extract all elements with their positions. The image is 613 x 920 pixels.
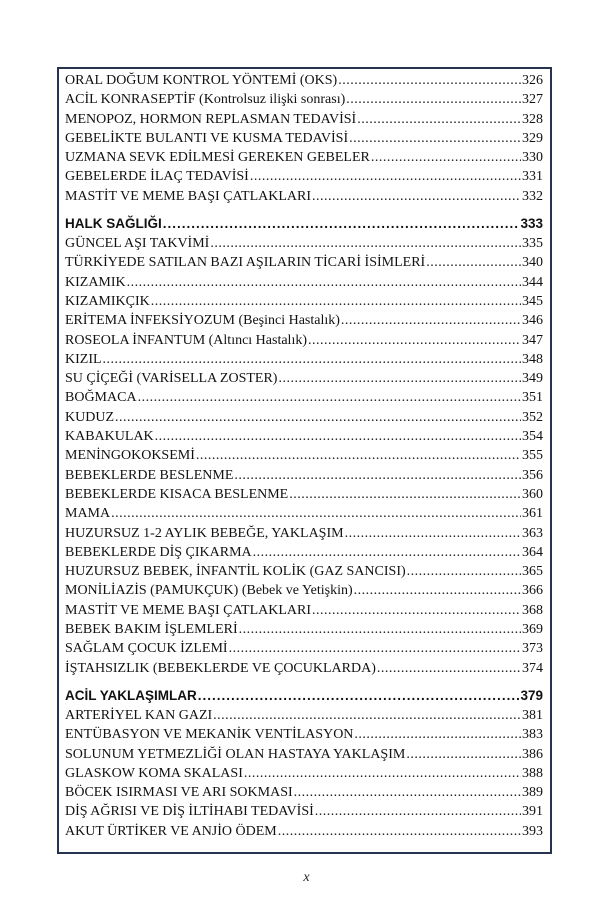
toc-entry-title: BEBEKLERDE DİŞ ÇIKARMA [65, 544, 252, 560]
dot-leader [239, 622, 521, 638]
dot-leader [407, 564, 521, 580]
toc-entry-page: 381 [522, 707, 543, 723]
toc-entry-page: 369 [522, 622, 543, 638]
toc-entry-page: 326 [522, 73, 543, 88]
toc-entries [65, 73, 543, 843]
toc-entry-page: 327 [522, 92, 543, 108]
toc-entry[interactable] [65, 766, 543, 785]
toc-entry-page: 352 [522, 409, 543, 425]
toc-entry-title: BEBEKLERDE KISACA BESLENME [65, 486, 289, 502]
dot-leader [115, 410, 521, 426]
toc-entry[interactable] [65, 487, 543, 506]
toc-section-heading[interactable] [65, 688, 543, 708]
toc-entry-page: 355 [522, 448, 543, 464]
toc-entry-page: 391 [522, 804, 543, 820]
toc-entry-title: KIZAMIKÇIK [65, 293, 150, 309]
toc-entry[interactable] [65, 410, 543, 429]
toc-entry-title: MENOPOZ, HORMON REPLASMAN TEDAVİSİ [65, 111, 357, 127]
toc-entry[interactable] [65, 747, 543, 766]
toc-entry-page: 332 [522, 188, 543, 204]
toc-entry-page: 379 [520, 687, 543, 703]
toc-entry[interactable] [65, 131, 543, 150]
toc-entry[interactable] [65, 236, 543, 255]
dot-leader [294, 785, 521, 801]
toc-entry-title: HALK SAĞLIĞI [65, 216, 162, 232]
toc-entry-title: ARTERİYEL KAN GAZI [65, 707, 213, 723]
toc-entry-title: ERİTEMA İNFEKSİYOZUM (Beşinci Hastalık) [65, 313, 340, 329]
toc-entry[interactable] [65, 506, 543, 525]
dot-leader [354, 583, 521, 599]
dot-leader [234, 468, 521, 484]
dot-leader [315, 804, 521, 820]
toc-entry-title: GEBELERDE İLAÇ TEDAVİSİ [65, 169, 249, 185]
toc-entry-page: 349 [522, 371, 543, 387]
toc-entry-page: 330 [522, 150, 543, 166]
toc-entry-page: 347 [522, 332, 543, 348]
toc-entry-title: DİŞ AĞRISI VE DİŞ İLTİHABI TEDAVİSİ [65, 804, 314, 820]
toc-entry-page: 348 [522, 351, 543, 367]
toc-entry-title: HUZURSUZ 1-2 AYLIK BEBEĞE, YAKLAŞIM [65, 525, 344, 541]
toc-entry-title: ROSEOLA İNFANTUM (Altıncı Hastalık) [65, 332, 307, 348]
dot-leader [210, 236, 521, 252]
dot-leader [426, 255, 521, 271]
toc-entry-page: 366 [522, 583, 543, 599]
toc-entry[interactable] [65, 189, 543, 208]
toc-entry-page: 360 [522, 486, 543, 502]
dot-leader [198, 688, 520, 703]
toc-entry[interactable] [65, 583, 543, 602]
toc-entry-title: GEBELİKTE BULANTI VE KUSMA TEDAVİSİ [65, 130, 349, 146]
toc-entry-title: ENTÜBASYON VE MEKANİK VENTİLASYON [65, 727, 354, 743]
dot-leader [338, 73, 521, 89]
dot-leader [289, 487, 521, 503]
toc-entry-title: ACİL KONRASEPTİF (Kontrolsuz ilişki sonrası) [65, 92, 346, 108]
dot-leader [229, 641, 521, 657]
toc-entry[interactable] [65, 448, 543, 467]
dot-leader [155, 429, 521, 445]
toc-entry[interactable] [65, 785, 543, 804]
toc-entry[interactable] [65, 313, 543, 332]
toc-entry-title: SOLUNUM YETMEZLİĞİ OLAN HASTAYA YAKLAŞIM [65, 746, 406, 762]
dot-leader [278, 371, 521, 387]
dot-leader [253, 545, 521, 561]
toc-entry-page: 389 [522, 785, 543, 801]
dot-leader [312, 189, 521, 205]
toc-entry[interactable] [65, 333, 543, 352]
dot-leader [213, 708, 521, 724]
toc-entry[interactable] [65, 603, 543, 622]
toc-entry-page: 346 [522, 313, 543, 329]
toc-entry[interactable] [65, 468, 543, 487]
table-of-contents-box [57, 67, 552, 854]
toc-entry-title: KUDUZ [65, 409, 114, 425]
toc-entry[interactable] [65, 727, 543, 746]
toc-entry-page: 345 [522, 293, 543, 309]
toc-entry[interactable] [65, 255, 543, 274]
toc-entry-title: SU ÇİÇEĞİ (VARİSELLA ZOSTER) [65, 371, 278, 387]
toc-entry-page: 374 [522, 660, 543, 676]
dot-leader [357, 112, 521, 128]
dot-leader [196, 448, 521, 464]
toc-entry[interactable] [65, 622, 543, 641]
toc-entry-page: 356 [522, 467, 543, 483]
toc-entry-title: KIZAMIK [65, 274, 126, 290]
toc-entry-title: UZMANA SEVK EDİLMESİ GEREKEN GEBELER [65, 150, 370, 166]
toc-entry-page: 333 [520, 216, 543, 232]
toc-entry-page: 335 [522, 236, 543, 252]
toc-entry-page: 344 [522, 274, 543, 290]
toc-entry[interactable] [65, 371, 543, 390]
toc-entry-page: 328 [522, 111, 543, 127]
toc-entry[interactable] [65, 545, 543, 564]
toc-entry[interactable] [65, 92, 543, 111]
toc-entry-title: ACİL YAKLAŞIMLAR [65, 687, 197, 703]
toc-entry[interactable] [65, 112, 543, 131]
toc-entry-title: ORAL DOĞUM KONTROL YÖNTEMİ (OKS) [65, 73, 338, 88]
toc-entry-page: 365 [522, 564, 543, 580]
toc-entry[interactable] [65, 708, 543, 727]
toc-entry-page: 351 [522, 390, 543, 406]
dot-leader [349, 131, 521, 147]
page-number: x [303, 870, 310, 885]
dot-leader [346, 92, 521, 108]
toc-entry[interactable] [65, 526, 543, 545]
dot-leader [377, 661, 521, 677]
dot-leader [103, 352, 521, 368]
toc-entry[interactable] [65, 661, 543, 680]
toc-entry-title: HUZURSUZ BEBEK, İNFANTİL KOLİK (GAZ SANCISI) [65, 564, 406, 580]
toc-entry[interactable] [65, 275, 543, 294]
dot-leader [138, 390, 521, 406]
toc-entry-title: BEBEKLERDE BESLENME [65, 467, 234, 483]
toc-entry-title: İŞTAHSIZLIK (BEBEKLERDE VE ÇOCUKLARDA) [65, 660, 376, 676]
toc-entry-title: GÜNCEL AŞI TAKVİMİ [65, 236, 210, 252]
toc-entry[interactable] [65, 352, 543, 371]
dot-leader [163, 216, 520, 231]
toc-entry-page: 368 [522, 602, 543, 618]
dot-leader [371, 150, 521, 166]
toc-entry-page: 393 [522, 823, 543, 839]
dot-leader [345, 526, 521, 542]
toc-entry-page: 373 [522, 641, 543, 657]
toc-entry-title: GLASKOW KOMA SKALASI [65, 765, 243, 781]
toc-entry-page: 331 [522, 169, 543, 185]
dot-leader [308, 333, 521, 349]
toc-section-heading[interactable] [65, 216, 543, 236]
dot-leader [151, 294, 521, 310]
toc-entry-title: MENİNGOKOKSEMİ [65, 448, 195, 464]
toc-entry-title: BEBEK BAKIM İŞLEMLERİ [65, 622, 238, 638]
dot-leader [127, 275, 521, 291]
dot-leader [244, 766, 521, 782]
toc-entry[interactable] [65, 294, 543, 313]
toc-entry-page: 329 [522, 130, 543, 146]
dot-leader [278, 824, 521, 840]
toc-entry-title: BOĞMACA [65, 390, 137, 406]
toc-entry[interactable] [65, 150, 543, 169]
toc-entry[interactable] [65, 429, 543, 448]
toc-entry-page: 363 [522, 525, 543, 541]
toc-entry-title: BÖCEK ISIRMASI VE ARI SOKMASI [65, 785, 293, 801]
dot-leader [250, 169, 521, 185]
toc-entry-page: 364 [522, 544, 543, 560]
dot-leader [341, 313, 521, 329]
dot-leader [312, 603, 521, 619]
toc-entry-title: MAMA [65, 506, 111, 522]
toc-entry[interactable] [65, 804, 543, 823]
toc-entry[interactable] [65, 169, 543, 188]
toc-entry-page: 340 [522, 255, 543, 271]
dot-leader [354, 727, 521, 743]
toc-entry[interactable] [65, 73, 543, 92]
toc-entry-title: AKUT ÜRTİKER VE ANJİO ÖDEM [65, 823, 277, 839]
toc-entry-page: 361 [522, 506, 543, 522]
toc-entry[interactable] [65, 641, 543, 660]
toc-entry-page: 354 [522, 429, 543, 445]
dot-leader [406, 747, 521, 763]
toc-entry-page: 383 [522, 727, 543, 743]
toc-entry-title: MONİLİAZİS (PAMUKÇUK) (Bebek ve Yetişkin) [65, 583, 353, 599]
dot-leader [111, 506, 521, 522]
toc-entry[interactable] [65, 390, 543, 409]
toc-entry-title: MASTİT VE MEME BAŞI ÇATLAKLARI [65, 602, 312, 618]
toc-entry[interactable] [65, 824, 543, 843]
toc-entry-title: TÜRKİYEDE SATILAN BAZI AŞILARIN TİCARİ İSİMLERİ [65, 255, 426, 271]
toc-entry-title: KIZIL [65, 351, 102, 367]
toc-entry-page: 386 [522, 746, 543, 762]
toc-entry-title: MASTİT VE MEME BAŞI ÇATLAKLARI [65, 188, 312, 204]
toc-entry-title: KABAKULAK [65, 429, 154, 445]
toc-entry-page: 388 [522, 765, 543, 781]
toc-entry-title: SAĞLAM ÇOCUK İZLEMİ [65, 641, 228, 657]
toc-entry[interactable] [65, 564, 543, 583]
